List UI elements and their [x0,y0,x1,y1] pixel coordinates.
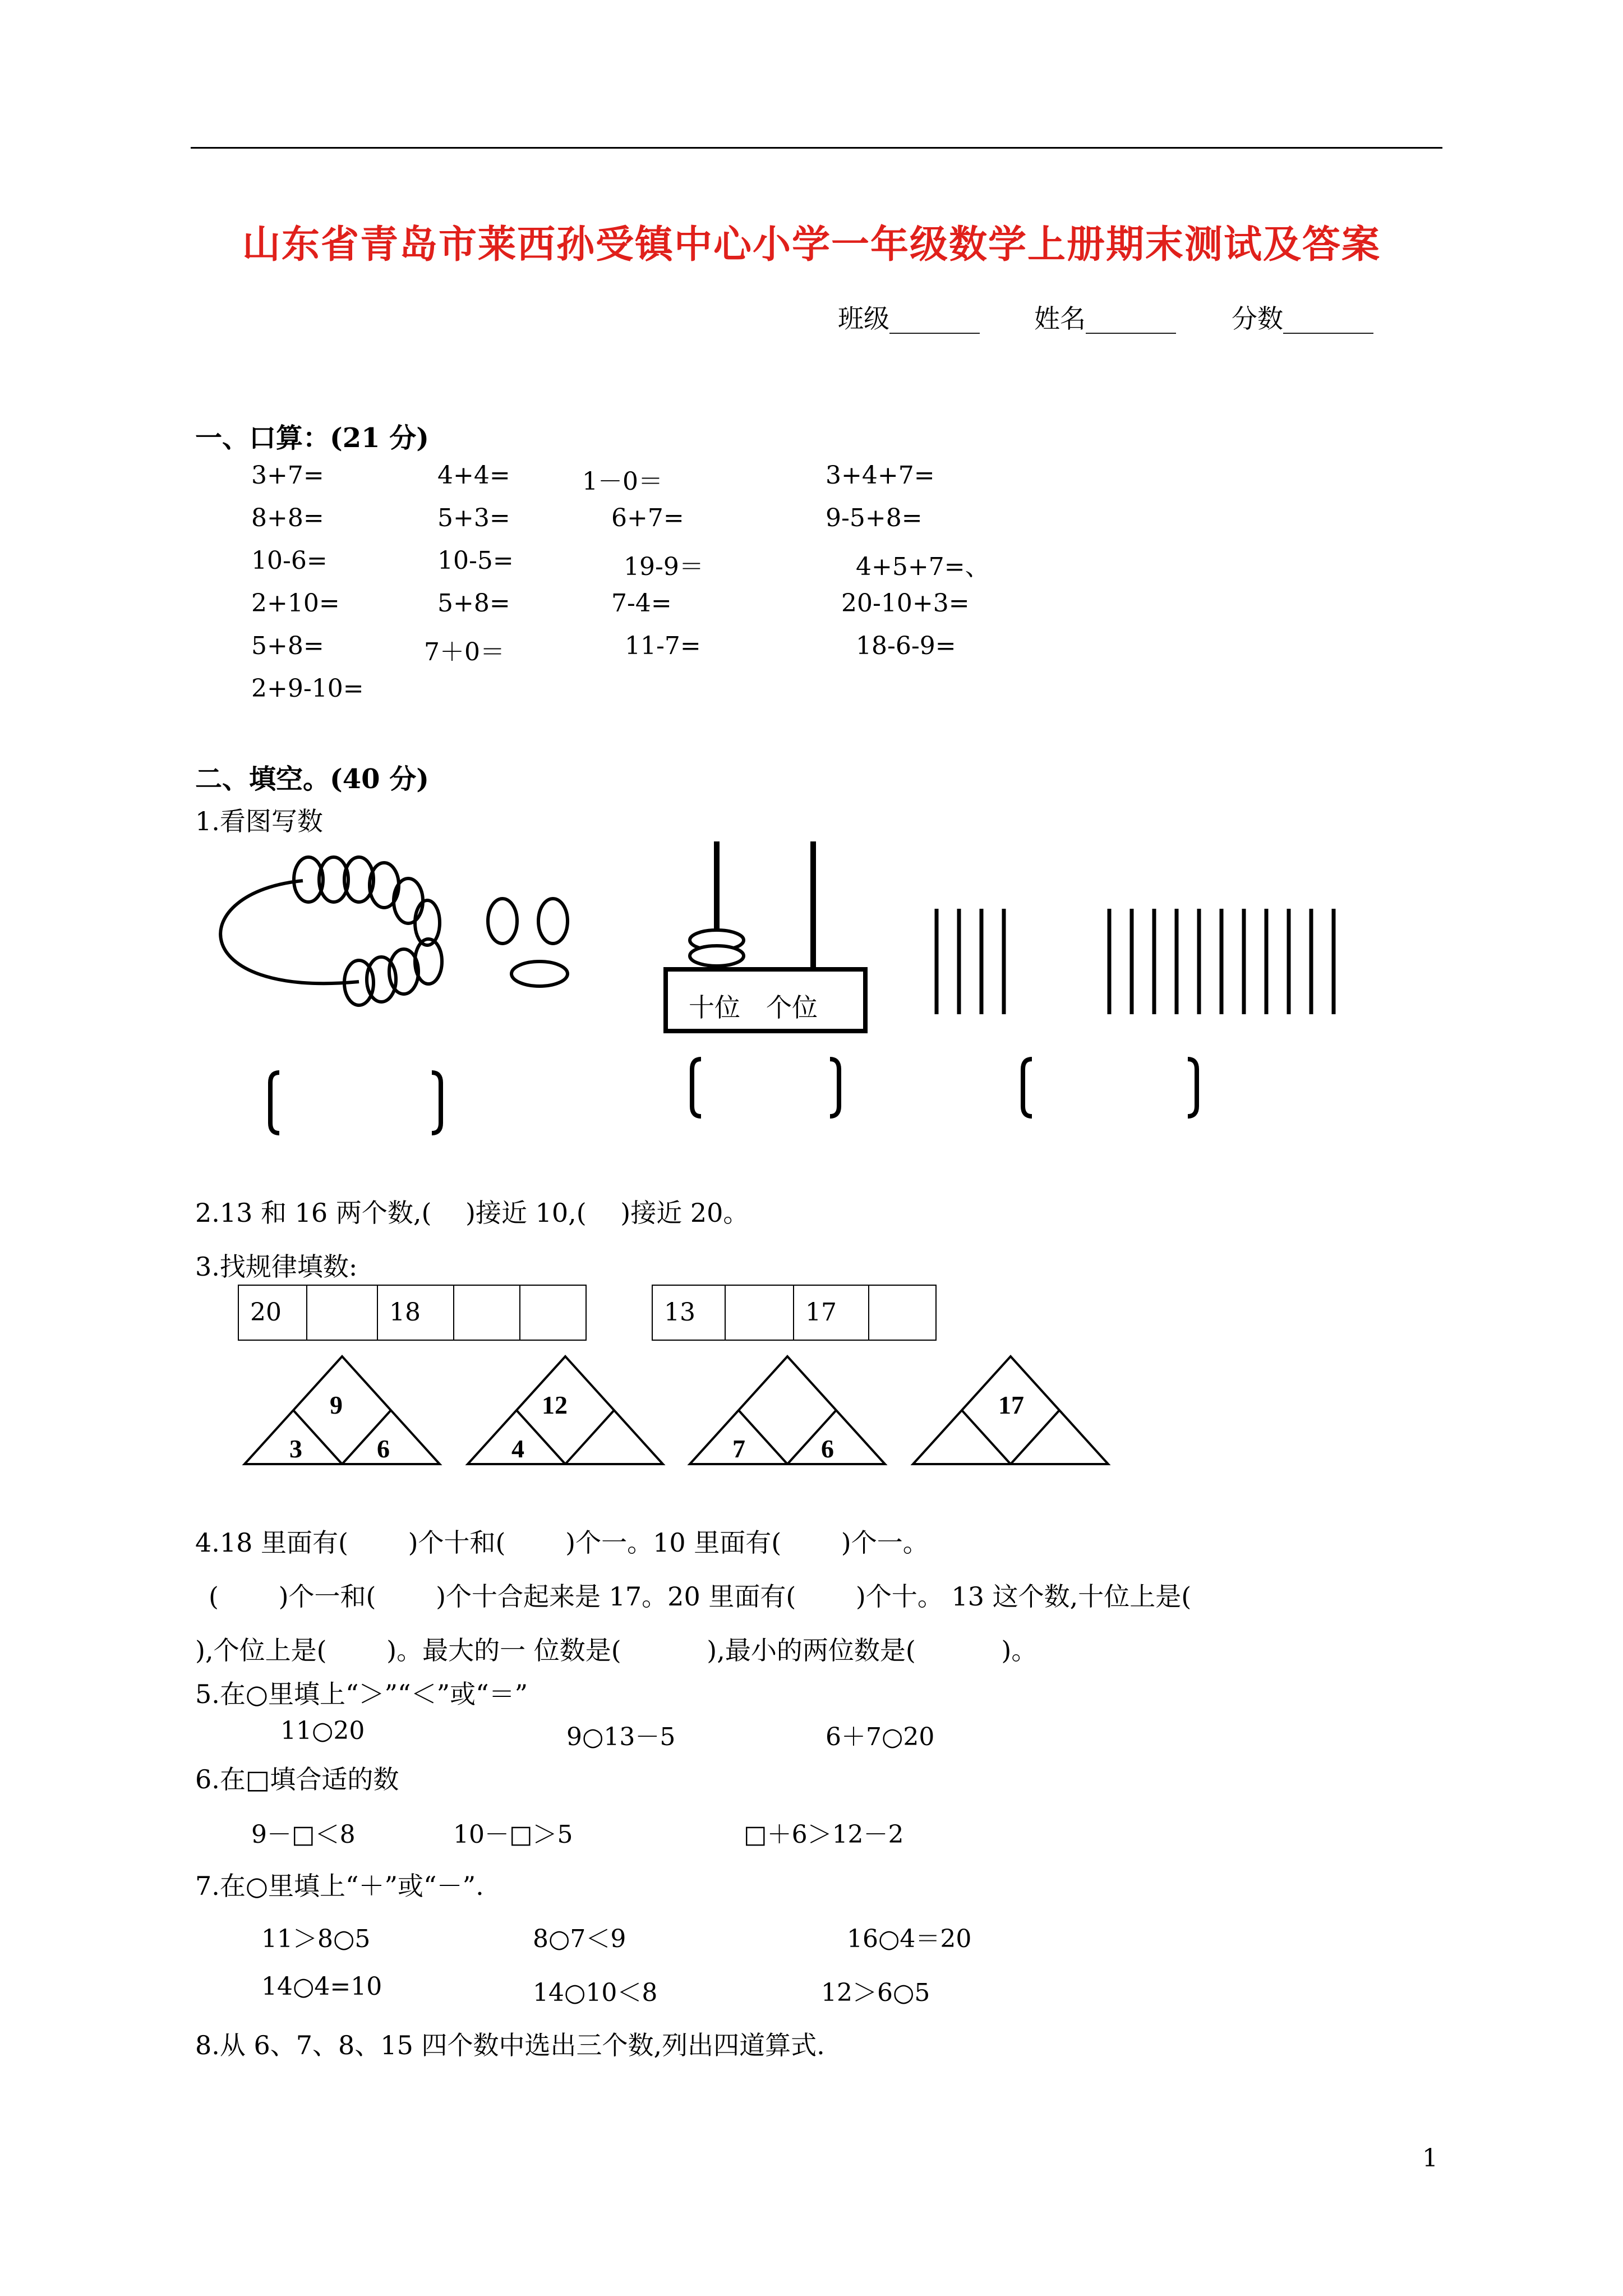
calc-1-1: 3+7= [251,461,324,490]
score-field: 分数_______ [1232,303,1373,334]
seq1-cell: 20 [238,1285,307,1341]
calc-3-2: 10-5= [437,546,514,575]
calc-4-1: 2+10= [251,589,340,618]
section2-heading: 二、填空。(40 分) [195,763,429,795]
tri3-right: 6 [821,1434,834,1463]
name-field: 姓名_______ [1034,303,1176,334]
seq2-cell: 13 [652,1285,726,1341]
section1-heading: 一、口算：(21 分) [195,422,429,454]
calc-1-3: 1－0＝ [582,467,663,496]
calc-2-3: 6+7= [611,504,684,532]
calc-1-4: 3+4+7= [826,461,935,490]
triangle-3 [690,1356,885,1464]
q5-item: 11○20 [280,1717,365,1745]
calc-4-4: 20-10+3= [841,589,970,618]
q6-item: 9－□＜8 [251,1820,356,1849]
calc-3-3: 19-9＝ [624,553,704,581]
tri3-left: 7 [732,1434,745,1463]
q3-label: 3.找规律填数: [195,1251,358,1282]
q4-line3: ),个位上是( )。最大的一 位数是( ),最小的两位数是( )。 [195,1635,1038,1665]
q7-item: 8○7＜9 [533,1925,626,1953]
q2-text: 2.13 和 16 两个数,( )接近 10,( )接近 20。 [195,1198,749,1228]
q7-item: 11＞8○5 [261,1925,371,1953]
q4-line2: ( )个一和( )个十合起来是 17。20 里面有( )个十。 13 这个数,十位上是( [209,1581,1192,1612]
q6-item: □＋6＞12－2 [744,1820,904,1849]
calc-3-1: 10-6= [251,546,328,575]
calc-3-4: 4+5+7=、 [856,553,990,581]
q7-label: 7.在○里填上“＋”或“－”. [195,1871,484,1901]
calc-4-2: 5+8= [437,589,510,618]
seq1-cell: 18 [377,1285,454,1341]
q5-item: 9○13－5 [566,1723,676,1751]
calc-5-2: 7＋0＝ [424,638,505,666]
calc-2-4: 9-5+8= [826,504,923,532]
q5-item: 6＋7○20 [826,1723,935,1751]
q7-item: 16○4＝20 [847,1925,972,1953]
tri2-top: 12 [542,1391,568,1419]
q8-text: 8.从 6、7、8、15 四个数中选出三个数,列出四道算式. [195,2030,825,2060]
tri1-top: 9 [330,1391,343,1419]
calc-5-1: 5+8= [251,632,324,660]
q7-item: 14○4=10 [261,1972,382,2001]
q6-item: 10－□＞5 [453,1820,573,1849]
seq2-cell: 17 [793,1285,869,1341]
calc-1-2: 4+4= [437,461,510,490]
tri4-top: 17 [998,1391,1024,1419]
page-number: 1 [1422,2144,1438,2173]
class-field: 班级_______ [838,303,980,334]
q7-item: 14○10＜8 [533,1978,658,2007]
tri1-right: 6 [377,1434,390,1463]
q1-label: 1.看图写数 [195,806,323,836]
q7-item: 12＞6○5 [821,1978,930,2007]
calc-4-3: 7-4= [611,589,672,618]
calc-5-3: 11-7= [625,632,701,660]
q6-label: 6.在□填合适的数 [195,1764,399,1795]
tri1-left: 3 [289,1434,302,1463]
q4-line1: 4.18 里面有( )个十和( )个一。10 里面有( )个一。 [195,1527,929,1558]
calc-2-1: 8+8= [251,504,324,532]
page-title: 山东省青岛市莱西孙受镇中心小学一年级数学上册期末测试及答案 [242,222,1381,267]
calc-6-1: 2+9-10= [251,674,364,703]
tri2-left: 4 [511,1434,524,1463]
abacus-label: 十位 个位 [689,992,818,1023]
calc-2-2: 5+3= [437,504,510,532]
q5-label: 5.在○里填上“＞”“＜”或“＝” [195,1679,528,1709]
calc-5-4: 18-6-9= [856,632,956,660]
